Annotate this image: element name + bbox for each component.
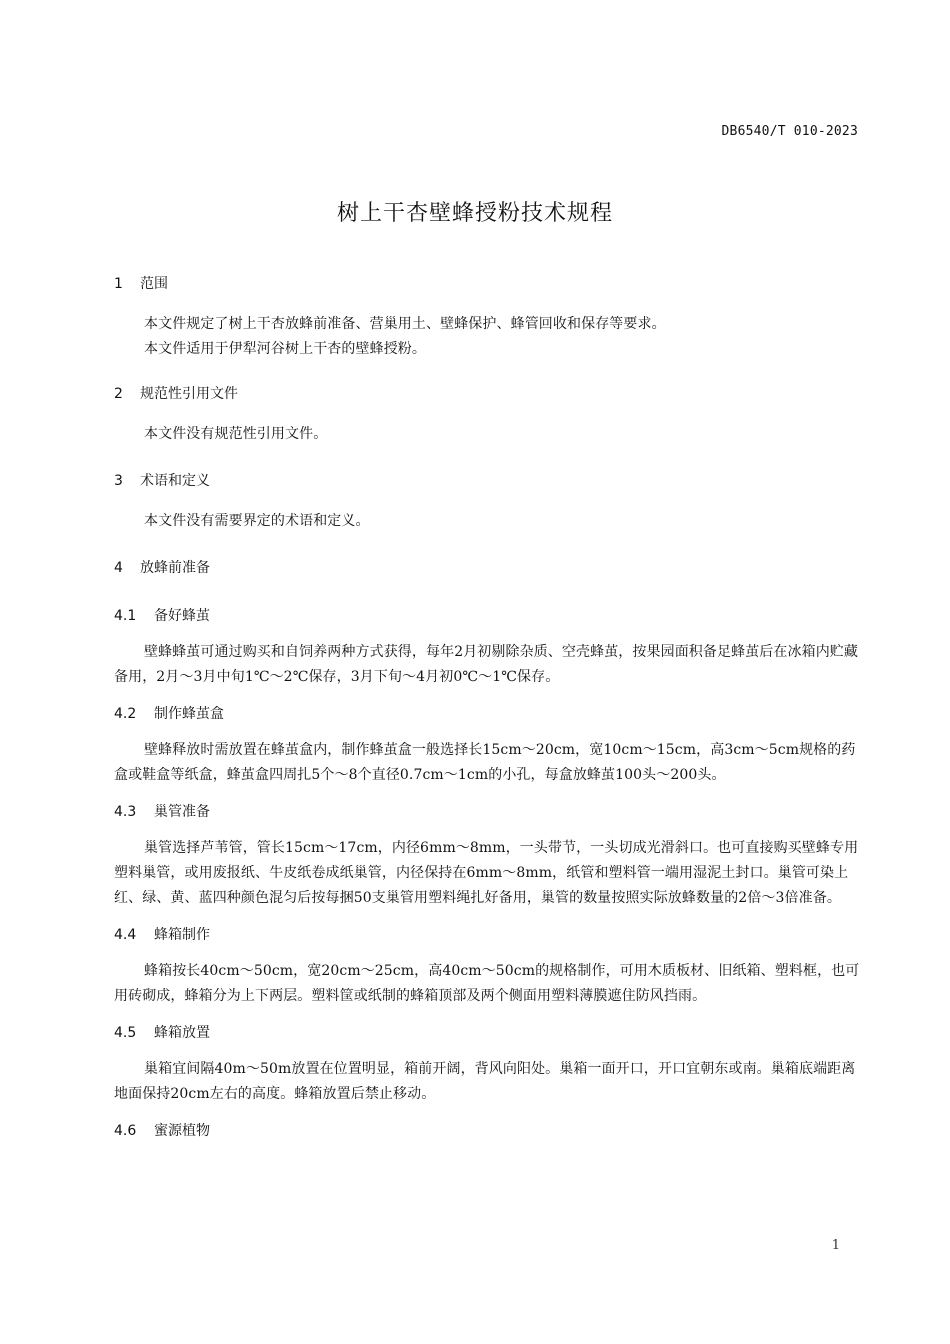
subsection-heading-4-2 <box>114 704 860 724</box>
subsection-number: 4.3 <box>114 804 137 820</box>
section-number: 4 <box>114 560 123 576</box>
section-number: 2 <box>114 386 123 402</box>
paragraph: 巢箱宜间隔40m～50m放置在位置明显，箱前开阔，背风向阳处。巢箱一面开口，开口宜朝东或南。巢箱底端距离地面保持20cm左右的高度。蜂箱放置后禁止移动。 <box>114 1061 856 1102</box>
section-heading-1 <box>114 274 860 294</box>
document-title: 树上干杏壁蜂授粉技术规程 <box>336 201 613 226</box>
subsection-heading-4-5 <box>114 1023 860 1043</box>
section-title: 术语和定义 <box>140 473 210 489</box>
subsection-number: 4.5 <box>114 1025 137 1041</box>
paragraph: 巢管选择芦苇管，管长15cm～17cm，内径6mm～8mm，一头带节，一头切成光滑斜口。也可直接购买壁蜂专用塑料巢管，或用废报纸、牛皮纸卷成纸巢管，内径保持在6mm～8mm，纸管和塑料管一端用湿泥土封口。巢管可染上红、绿、黄、蓝四种颜色混匀后按每捆50支巢管用塑料绳扎好备用，巢管的数量按照实际放蜂数量的2倍～3倍准备。 <box>114 840 859 906</box>
section-number: 3 <box>114 473 123 489</box>
paragraph: 本文件规定了树上干杏放蜂前准备、营巢用土、壁蜂保护、蜂管回收和保存等要求。 <box>144 316 666 332</box>
paragraph: 壁蜂释放时需放置在蜂茧盒内，制作蜂茧盒一般选择长15cm～20cm，宽10cm～15cm，高3cm～5cm规格的药盒或鞋盒等纸盒，蜂茧盒四周扎5个～8个直径0.7cm～1cm的小孔，每盒放蜂茧100头～200头。 <box>114 742 856 783</box>
section-title: 规范性引用文件 <box>140 386 238 402</box>
subsection-title: 备好蜂茧 <box>154 608 210 624</box>
subsection-title: 蜂箱制作 <box>154 927 210 943</box>
subsection-heading-4-1 <box>114 606 860 626</box>
paragraph: 壁蜂蜂茧可通过购买和自饲养两种方式获得，每年2月初剔除杂质、空壳蜂茧，按果园面积备足蜂茧后在冰箱内贮藏备用，2月～3月中旬1℃～2℃保存，3月下旬～4月初0℃～1℃保存。 <box>114 644 859 685</box>
paragraph: 本文件没有需要界定的术语和定义。 <box>144 513 370 529</box>
page-number: 1 <box>831 1238 840 1253</box>
subsection-title: 制作蜂茧盒 <box>154 706 224 722</box>
subsection-number: 4.4 <box>114 927 137 943</box>
paragraph: 蜂箱按长40cm～50cm，宽20cm～25cm，高40cm～50cm的规格制作，可用木质板材、旧纸箱、塑料框，也可用砖砌成，蜂箱分为上下两层。塑料筐或纸制的蜂箱顶部及两个侧面用塑料薄膜遮住防风挡雨。 <box>114 963 860 1004</box>
section-heading-2 <box>114 384 860 404</box>
subsection-heading-4-3 <box>114 802 860 822</box>
subsection-number: 4.2 <box>114 706 137 722</box>
paragraph: 本文件适用于伊犁河谷树上干杏的壁蜂授粉。 <box>144 341 426 357</box>
subsection-heading-4-6 <box>114 1121 860 1141</box>
section-title: 放蜂前准备 <box>140 560 210 576</box>
subsection-number: 4.6 <box>114 1123 137 1139</box>
subsection-number: 4.1 <box>114 608 137 624</box>
section-heading-3 <box>114 471 860 491</box>
section-heading-4 <box>114 558 860 578</box>
standard-code: DB6540/T 010-2023 <box>721 124 858 139</box>
subsection-title: 蜜源植物 <box>154 1123 210 1139</box>
section-number: 1 <box>114 276 123 292</box>
subsection-heading-4-4 <box>114 925 860 945</box>
document-body <box>114 274 860 1141</box>
subsection-title: 巢管准备 <box>154 804 210 820</box>
section-title: 范围 <box>140 276 168 292</box>
paragraph: 本文件没有规范性引用文件。 <box>144 426 328 442</box>
subsection-title: 蜂箱放置 <box>154 1025 210 1041</box>
